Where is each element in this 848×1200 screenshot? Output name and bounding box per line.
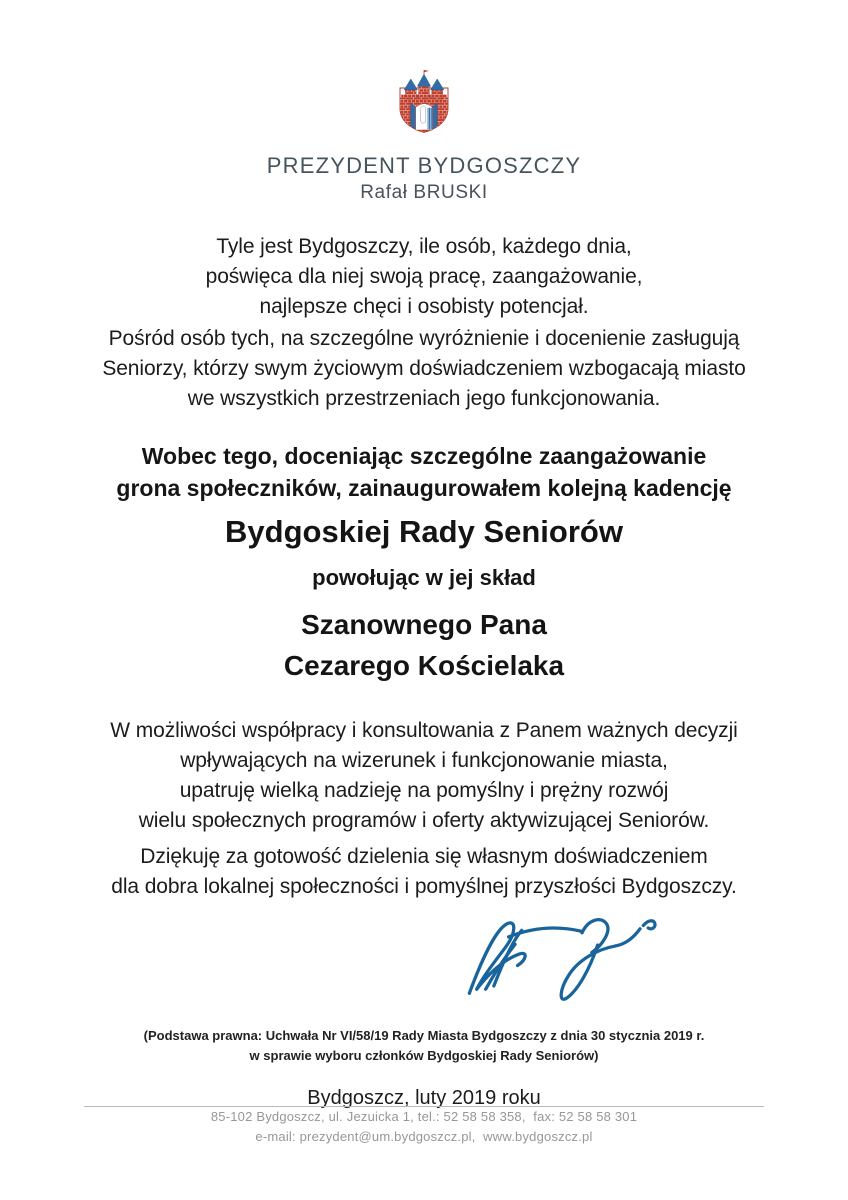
bydgoszcz-coat-of-arms-icon [394,70,454,136]
text-line: we wszystkich przestrzeniach jego funkcjonowania. [187,387,661,410]
office-title: PREZYDENT BYDGOSZCZY [266,153,582,178]
intro-paragraph-2 [0,324,848,414]
appointing-line: powołując w jej skład [312,565,536,590]
rafal-bruski-signature-icon [452,910,668,1008]
text-line: Seniorzy, którzy swym życiowym doświadczeniem wzbogacają miasto [102,357,746,380]
honoree-name-heading [0,604,848,686]
announcement-paragraph [0,440,848,504]
body-paragraph-1 [0,716,848,836]
text-line: grona społeczników, zainaugurowałem kolejną kadencję [116,475,732,501]
text-line: najlepsze chęci i osobisty potencjał. [259,295,589,318]
body-paragraph-2 [0,842,848,902]
text-line: upatruję wielką nadzieję na pomyślny i prężny rozwój [179,779,669,802]
text-line: (Podstawa prawna: Uchwała Nr VI/58/19 Rady Miasta Bydgoszczy z dnia 30 stycznia 2019 r. [143,1028,705,1043]
intro-paragraph-1 [0,232,848,322]
place-and-date: Bydgoszcz, luty 2019 roku [307,1087,541,1109]
signature-block [452,910,668,1008]
text-line: Cezarego Kościelaka [283,650,565,681]
text-line: wpływających na wizerunek i funkcjonowanie miasta, [180,749,668,772]
footer-address-line: 85-102 Bydgoszcz, ul. Jezuicka 1, tel.: 52 58 58 358, fax: 52 58 58 301 [210,1109,638,1124]
text-line: Wobec tego, doceniając szczególne zaangażowanie [141,443,707,469]
council-name-heading: Bydgoskiej Rady Seniorów [225,514,623,549]
footer-contact-line: e-mail: prezydent@um.bydgoszcz.pl, www.bydgoszcz.pl [255,1129,593,1144]
text-line: wielu społecznych programów i oferty aktywizującej Seniorów. [138,809,710,832]
letterhead-crest [0,0,848,141]
text-line: w sprawie wyboru członków Bydgoskiej Rady Seniorów) [249,1048,599,1063]
president-name: Rafał BRUSKI [360,182,488,203]
legal-basis-note [0,1026,848,1066]
text-line: Dziękuję za gotowość dzielenia się własnym doświadczeniem [140,845,708,868]
text-line: poświęca dla niej swoją pracę, zaangażowanie, [205,265,643,288]
letter-footer [0,1106,848,1147]
text-line: Szanownego Pana [301,609,547,640]
text-line: W możliwości współpracy i konsultowania z Panem ważnych decyzji [110,719,738,742]
text-line: Tyle jest Bydgoszczy, ile osób, każdego dnia, [216,235,632,258]
text-line: dla dobra lokalnej społeczności i pomyślnej przyszłości Bydgoszczy. [111,875,737,898]
text-line: Pośród osób tych, na szczególne wyróżnienie i docenienie zasługują [108,327,740,350]
